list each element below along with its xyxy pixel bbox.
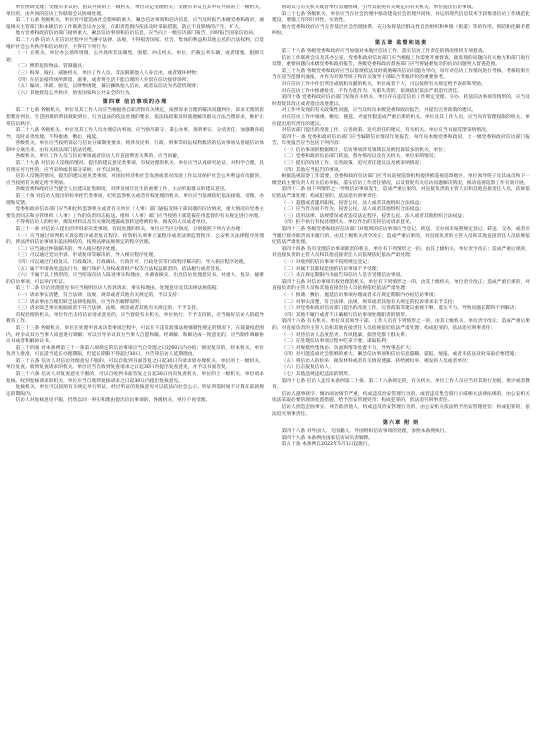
paragraph: （四）其他应当报告的事项。 [281, 167, 344, 173]
paragraph: （四）其他不履行或者不正确履行信访事项处理职责的情形。 [281, 312, 410, 318]
paragraph: 有权处理的机关、单位作出支持信访请求意见的，应当督促有关机关、单位执行；不予支持的，应当做好信访人的疏导教育工作。 [6, 312, 264, 325]
chapter-heading: 第四章 信访事项的办理 [102, 99, 168, 106]
paragraph: 对在信访工作中作出突出成绩和贡献的机关、单位或者个人，可以按照有关规定给予表彰和奖励。 [281, 81, 486, 87]
paragraph: 不得将信访人的检举、揭发材料以及有关情况透露或者转送给被检举、揭发的人员或者单位。 [15, 220, 211, 226]
paragraph: 信访人捏造歪曲事实、诬告陷害他人，构成违反治安管理行为的，由公安机关依法给予治安管理处罚；构成犯罪的，依法追究刑事责任。 [272, 405, 530, 417]
paragraph: （三）请求缺乏事实根据或者不符合法律、法规、规章或者其他有关规定的，不予支持。 [15, 306, 201, 312]
paragraph: （二）对属于其职权范围的信访事项不予受理； [281, 266, 382, 272]
paragraph: 第二十七条 各级机关、单位及其工作人员应当根据各自职责和有关规定，按照诉求合理的解决问题到位、诉求无理的思想教育到位、生活困难的帮扶救助到位、行为违法的依法处理的要求，依法按政策及时就地解决群众合法合理诉求，维护正常信访秩序。 [6, 108, 264, 127]
paragraph: 单位协调受理；受理有争议的，由其共同的上一级机关、单位决定受理机关；受理有争议且其中有共同的上一级机关、单位的，由共同的信访工作联席会议协调处理。 [6, 5, 264, 17]
paragraph: （七）其他违规违纪违法的情形。 [281, 372, 353, 378]
paragraph: 党委和政府信访部门应当和纪检监察机关或者有关单位（人事）部门通报反映干部问题的信访情况，重大情况向党委主要负责同志和分管组织（人事）工作的负责同志报送。组织（人事）部门应当按照干部选拔任用监督的有关规定进行办理。 [6, 207, 264, 219]
paragraph: 第四十四条 负有受理信访事项职责的机关、单位有下列情形之一的，由其上级机关、单位责令改正；造成严重后果的，对直接负责的主管人员和其他直接责任人员依规依纪依法严肃处理： [272, 246, 530, 259]
paragraph: （一）超越或者滥用职权，侵害公民、法人或者其他组织合法权益； [281, 200, 425, 206]
paragraph: 第二十八条 各级机关、单位及其工作人员办理信访事项，应当恪尽职守、秉公办事，查明事实、分清责任，加强教育疏导，及时妥善处理，不得推诿、敷衍、拖延。 [6, 128, 264, 140]
left-column [6, 5, 264, 727]
paragraph: 第三十二条 信访处理意见书应当载明信访人投诉请求、事实和理由、处理意见及其法律法规依据： [15, 286, 222, 292]
paragraph: 根据巡视巡察工作需要，党委和政府信访部门应当向巡视巡察机构提供被巡视巡察地区、单位领导班子及其成员和下一级党政主要负责人有关信访举报，落实信访工作责任情况，以及督促有关信访问题解决情况，推动巡视巡察工作有效开展。 [272, 174, 530, 186]
paragraph: 对在信访工作中推诿扯皮、不作为乱作为、失职失责的，依规依纪依法严肃追究责任。 [281, 88, 463, 94]
paragraph: （二）应当通过仲裁解决的，导入相应程序处理。 [15, 246, 121, 252]
paragraph: （五）属于申请查处违法行为、履行保护人身权或者财产权等合法权益职责的，依法履行或者答复。 [15, 266, 225, 272]
paragraph: 第三十四条 对本条例第三十一条第六项规定的信访事项应当自受理之日起60日内办结；情况复杂的，经本机关、单位负责人批准，可以适当延长办理期限，但延长期限不得超过30日，并告知信访人延期理由。 [6, 345, 264, 358]
paragraph: 第四十五条 对信访事项有权处理的机关、单位有下列情形之一的，由其上级机关、单位责令改正；造成严重后果的，对直接负责的主管人员和其他直接责任人员依规依纪依法严肃处理： [272, 279, 530, 292]
paragraph: （三）对规模性集体访、负面舆情等处置不力，导致事态扩大； [281, 345, 415, 351]
paragraph: （一）对待信访人态度恶劣、作风粗暴，损害党群干群关系； [281, 332, 410, 338]
paragraph: （五）煽动、串联、胁迫、以财物诱使、幕后操纵他人信访，或者以信访为名借机敛财； [15, 84, 201, 90]
paragraph: （三）对党委和政府信访部门提出的改进工作、完善政策等建议重视不够、落实不力，导致问题长期得不到解决； [281, 306, 520, 312]
paragraph: （四）对可能造成社会影响的重大、紧急信访事项和信访信息隐瞒、谎报、缓报，或者未依法及时采取必要措施； [281, 352, 520, 358]
paragraph: 第四十二条 因下列情形之一导致信访事项发生，造成严重后果的，对直接负责的主管人员和其他直接责任人员，依规依纪依法严肃处理；构成犯罪的，依法追究刑事责任： [272, 187, 530, 200]
paragraph: （三）侮辱、殴打、威胁机关、单位工作人员，非法限制他人人身自由，或者毁坏财物； [15, 70, 201, 76]
paragraph: 各级党委和政府应当健全人民建议征集制度，对涉及国计民生的重要工作，主动听取群众的建议意见。 [15, 187, 230, 193]
paragraph: 第四十八条 对外国人、无国籍人、外国组织信访事项的处理，参照本条例执行。 [281, 429, 450, 435]
paragraph: （三）适用法律、法规错误或者违反法定程序，侵害公民、法人或者其他组织合法权益； [281, 213, 467, 219]
paragraph: 第五十条 本条例自2022年5月1日起施行。 [281, 442, 373, 448]
paragraph: （二）对事实清楚，符合法律、法规、规章或者其他有关规定的投诉请求未予支持； [281, 299, 458, 305]
paragraph: （一）在机关、单位办公场所周围、公共场所非法聚集，围堵、冲击机关、单位，拦截公务车辆，或者堵塞、阻断交通； [6, 51, 264, 63]
paragraph: 第二十九条 对信访人反映的情况、提出的建议意见类事项，有权处理的机关、单位应当认真研究论证。对科学合理、具有现实可行性的，应当采纳或者部分采纳，并予以回复。 [6, 161, 264, 173]
paragraph: 第四十七条 信访人违反本条例第二十条、第二十六条规定的，有关机关、单位工作人员应当对其进行劝阻、批评或者教育。 [272, 378, 530, 391]
paragraph: 第三十一条 对信访人提出的申诉求决类事项，有权处理的机关、单位应当区分情况，分别按照下列方式办理： [15, 227, 246, 232]
paragraph: （四）在信访接待场所滞留、滋事，或者将生活不能自理的人弃留在信访接待场所； [15, 77, 192, 83]
paragraph: 各级机关、单位工作人员与信访事项或者信访人有直接利害关系的，应当回避。 [15, 154, 182, 160]
paragraph: 信访人反映的情况、提出的建议意见类事项，对国民经济和社会发展或者对改进工作以及保护社会公共利益有贡献的，应当按照有关规定给予奖励。 [6, 174, 264, 186]
paragraph: （一）应当通过审判机关诉讼程序或者复议程序、检察机关刑事立案程序或者法律监督程序、公安机关法律程序处理的，涉法涉诉信访事项未依法终结的，按照法律法规规定的程序处理。 [6, 233, 264, 246]
paragraph: 第三十七条 各级机关、单位应当在社会治理中推动建设社会治理共同体，并运用现代信息技术手段推进信访工作规范化建设，增强工作的针对性、实效性。 [272, 11, 530, 24]
paragraph: 第四十六条 有关机关、单位及其领导干部、工作人员有下列情形之一的，由其上级机关、单位责令改正；造成严重后果的，对直接负责的主管人员和其他直接责任人员依规依纪依法严肃处理；构成犯罪的，依法追究刑事责任： [272, 319, 530, 331]
paragraph: 第四十一条 党委和政府信访部门应当编制信访情况年度报告，每年向本级党委和政府、上一级党委和政府信访部门报告。年度报告应当包括下列内容： [272, 134, 530, 147]
paragraph: （二）党委和政府信访部门转送、督办情况以及有关机关、单位采纳情况； [281, 154, 439, 160]
paragraph: （三）未在规定期限内书面告知信访人是否受理信访事项。 [281, 273, 406, 279]
paragraph: 帮助其与有关机关或者单位沟通协调，引导其依照有关规定向有关机关、单位提出信访事项。 [281, 5, 477, 10]
paragraph: （二）请求事由合理但缺乏法律依据的，应当作出解释说明； [15, 299, 144, 305]
chapter-heading: 第五章 监督和追责 [374, 39, 428, 46]
paragraph: （六）不属于以上情形的，应当听取信访人陈述事实和理由，并调查核实，出具信访处理意见书。对重大、复杂、疑难的信访事项，可以举行听证。 [6, 273, 264, 285]
paragraph: 信访工作联席会议及其办公室、党委和政府信访部门应当根据工作需要开展督查，就发现的问题向有关地方和部门进行反馈，重要问题向本级党委和政府报告。各级党委和政府督查部门应当将疑难复杂的信访问题列入督查范围。 [272, 55, 530, 68]
paragraph: 第三十六条 信访人对复查意见不服的，可以自收到书面答复之日起30日内向复查机关、单位的上一级机关、单位请求复核。收到复核请求的机关、单位应当自收到复核请求之日起30日内提出复核意见。 [6, 372, 264, 384]
paragraph: 对工作中发现的有关政策性问题，应当及时向本级党委和政府报告，并提出完善政策的建议。 [281, 108, 477, 114]
paragraph: 对信访部门提出的改进工作、完善政策、追究责任的建议，有关机关、单位应当书面反馈采纳情况。 [281, 128, 491, 134]
paragraph: （四）拒不执行有权处理机关、单位作出的支持信访请求意见。 [281, 220, 415, 226]
chapter-heading: 第六章 附 则 [382, 420, 420, 427]
paragraph: 地方党委和政府信访部门接到重大、紧急信访事项和信访信息，应当向上一级信访部门报告，同时报告国家信访局。 [15, 31, 258, 37]
paragraph: 地方党委和政府应当完善基层社会治理体系，充分发挥基层群众性自治组织和乡镇（街道）等的作用，预防和化解矛盾纠纷。 [272, 24, 530, 37]
paragraph: （六）打击报复信访人； [281, 365, 334, 371]
paragraph: 对在信访工作中推诿、敷衍、拖延、弄虚作假造成严重后果的机关、单位及其工作人员，应当向有管理权限的机关、单位提出追究责任的建议。 [272, 114, 530, 127]
paragraph: 第三十五条 信访人对信访处理意见不服的，可以自收到书面答复之日起30日内请求原办理机关、单位的上一级机关、单位复查。收到复查请求的机关、单位应当自收到复查请求之日起30日内提出复查意见，并予以书面答复。 [6, 358, 264, 371]
paragraph: 复核机关、单位可以按照有关规定举行听证，经过听证的复核意见可以依法向社会公示。听证所需时间不计算在前款规定的期限内。 [6, 385, 264, 397]
right-column [272, 5, 530, 727]
paragraph: 第四十三条 各级党委和政府信访部门对收到的信访事项应当登记、转送、交办而未按照规定登记、转送、交办，或者应当履行督办职责而未履行的，由其上级机关责令改正；造成严重后果的，对直接负责的主管人员和其他直接责任人员依规依纪依法严肃处理。 [272, 227, 530, 246]
paragraph: （二）携带危险物品、管制器具； [15, 64, 87, 70]
paragraph: 第三十条 对信访人提出的检举控告类事项，纪检监察机关或者有权处理的机关、单位应当依规依纪依法接收、受理、办理和反馈。 [6, 194, 264, 206]
paragraph: （一）请求事实清楚，符合法律、法规、规章或者其他有关规定的，予以支持； [15, 292, 182, 298]
paragraph: 第四十九条 本条例由国家信访局负责解释。 [281, 435, 374, 441]
paragraph: 信访人对复核意见不服，仍然以同一事实和理由提出信访事项的，各级机关、单位不再受理。 [15, 398, 211, 404]
paragraph: （二）在处理信访事项过程中吃拿卡要、谋取私利； [281, 339, 391, 345]
paragraph: （一）信访事项的数据统计、信访事项涉及领域以及被投诉较多的机关、单位； [281, 147, 448, 153]
paragraph: （二）应当作为而不作为，侵害公民、法人或者其他组织合法权益； [281, 207, 425, 213]
paragraph: 第三十九条 各级党委和政府应当以依规依法及时就地解决信访问题为导向，每年对信访工作情况进行考核。考核结果应当在适当范围内通报，并作为对领导班子和有关领导干部综合考核评价的重要参考。 [272, 68, 530, 81]
paragraph: （六）其他扰乱公共秩序、妨害国家和公共安全的行为。 [15, 90, 135, 96]
paragraph: （三）可以通过党员申诉、申请复审等解决的，导入相应程序处理。 [15, 253, 159, 259]
paragraph: 第二十六条 信访人在信访过程中应当遵守法律、法规，不得损害国家、社会、集体的利益和其他公民的合法权利，自觉维护社会公共秩序和信访秩序，不得有下列行为： [6, 37, 264, 50]
paragraph: 第三十八条 各级党委和政府应当加强对本地区信访工作、落实信访工作责任的情况组织专项督查。 [281, 48, 488, 54]
paragraph: 信访人滋事扰序、缠访闹访情节严重，构成违反治安管理行为的，或者违反集会游行示威相关法律法规的，由公安机关依法采取必要的现场处置措施、给予治安管理处罚；构成犯罪的，依法追究刑事责任。 [272, 391, 530, 404]
paragraph: （一）推诿、敷衍、拖延信访事项办理或者未在规定期限内办结信访事项； [281, 292, 439, 298]
paragraph: 第二十五条 各级机关、单位对可能造成社会影响的重大、紧急信访事项和信访信息，应当及时报告本级党委和政府，通报相关主管部门和本级信访工作联席会议办公室，在职责范围内依法及时采取措施，防止不良影响的产生、扩大。 [6, 18, 264, 30]
paragraph: 第三十三条 各级机关、单位在处理申诉求决类事项过程中，可以在不违反政策法规强制性规定的情况下，在裁量权范围内，经争议双方当事人同意进行调解；可以引导争议双方当事人自愿和解。经调解、和解达成一致意见的，应当制作调解协议书或者和解协议书。 [6, 325, 264, 345]
paragraph: （一）对收到的信访事项不按照规定登记； [281, 259, 372, 265]
paragraph: （五）将信访人的检举、揭发材料或者有关情况透露、转给被检举、揭发的人员或者单位； [281, 358, 472, 364]
paragraph: （三）提出的改进工作、完善政策、追究责任建议以及被采纳情况； [281, 161, 425, 167]
paragraph: 第四十条 党委和政府信访部门发现有关机关、单位存在违反信访工作规定受理、交办、转送信访事项等情形的，应当及时督促其改正或者提出改进建议。 [272, 95, 530, 107]
paragraph: （四）可以通过行政复议、行政裁决、行政确认、行政许可、行政处罚等行政程序解决的，导入相应程序处理。 [15, 259, 249, 265]
paragraph: 各级机关、单位应当按照诉讼与信访分离制度要求，将涉及民事、行政、刑事等诉讼权利救济的信访事项从普通信访体制中分离出来，由有关政法部门依法处理。 [6, 141, 264, 153]
